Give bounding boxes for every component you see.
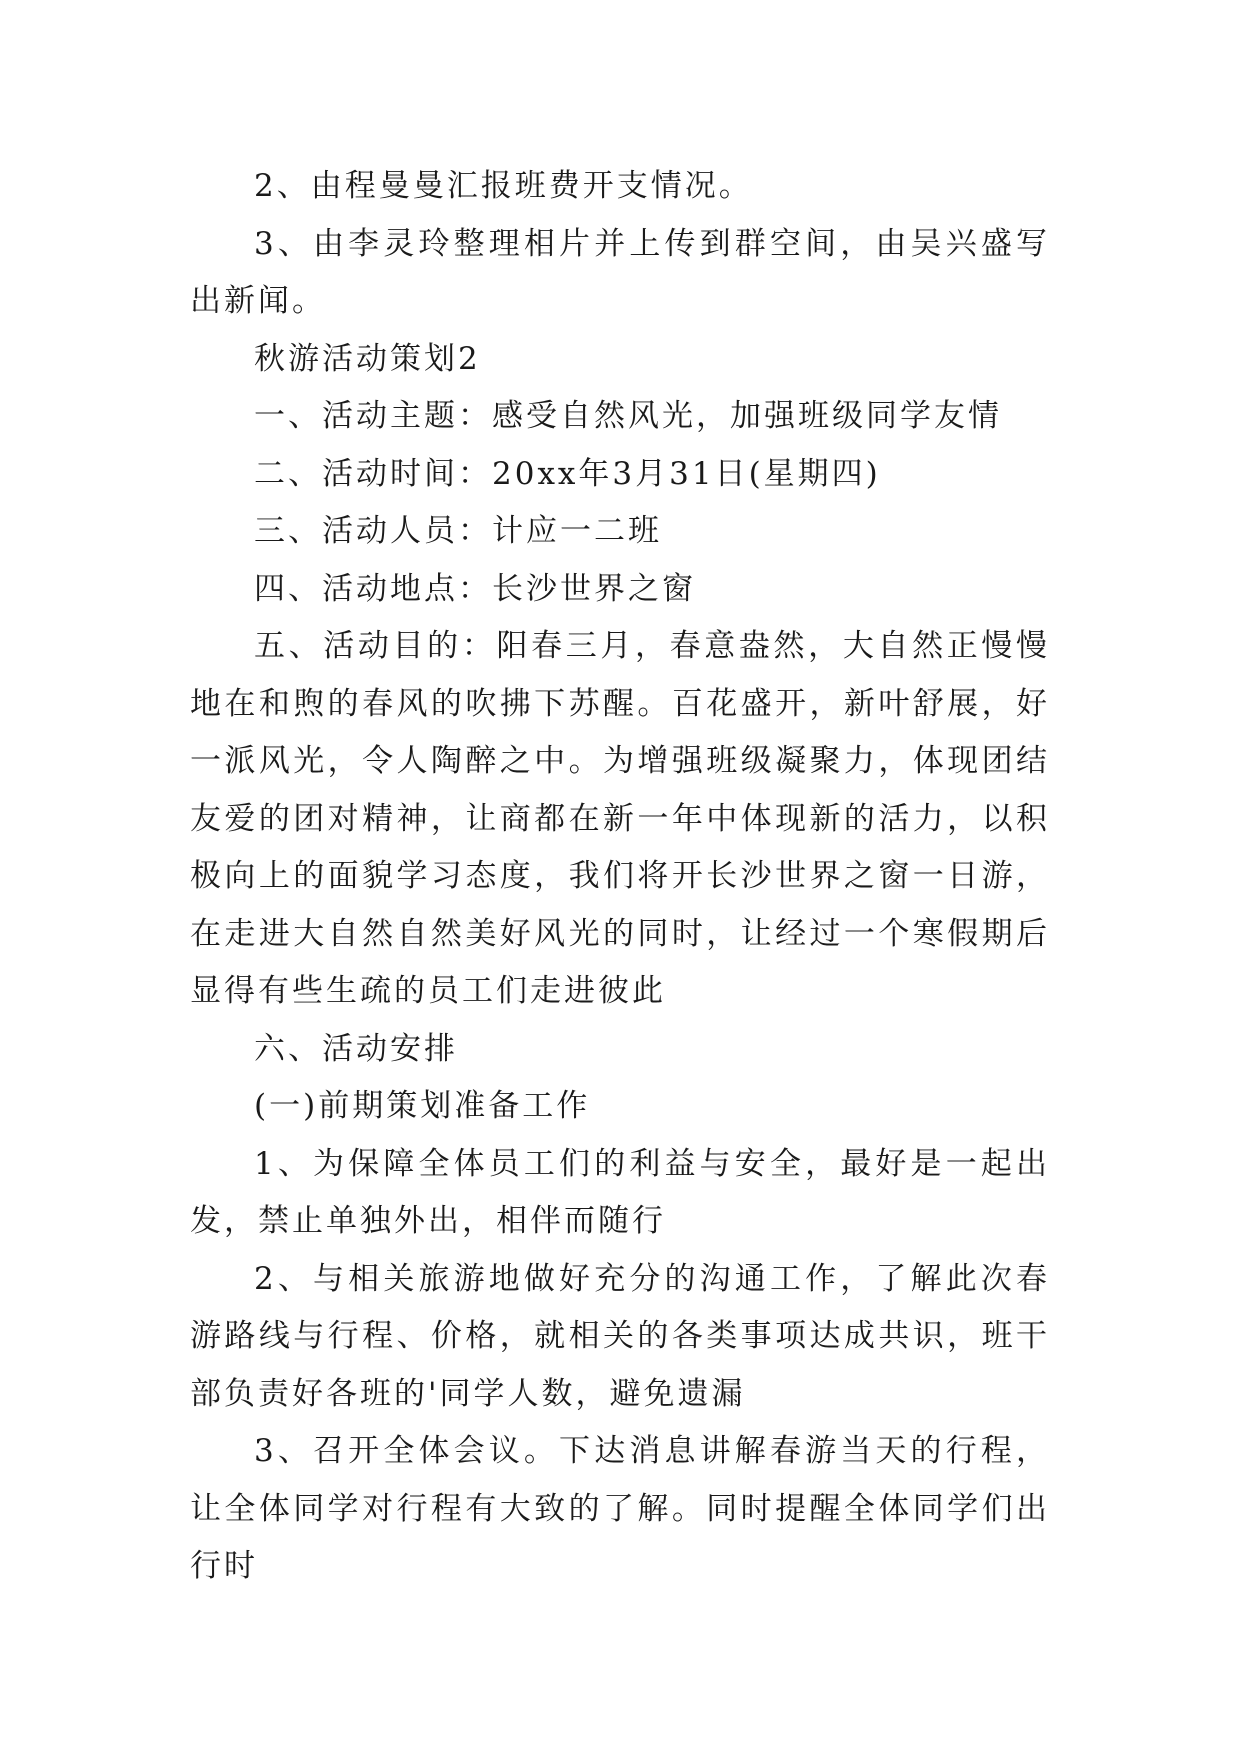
- paragraph: 3、由李灵玲整理相片并上传到群空间，由吴兴盛写出新闻。: [190, 225, 1050, 319]
- subheading: (一)前期策划准备工作: [254, 1088, 591, 1124]
- paragraph: 3、召开全体会议。下达消息讲解春游当天的行程，让全体同学对行程有大致的了解。同时提醒全体同学们出行时: [190, 1433, 1050, 1584]
- document-body: [190, 158, 1050, 1596]
- paragraph: 三、活动人员：计应一二班: [254, 513, 662, 549]
- paragraph: 1、为保障全体员工们的利益与安全，最好是一起出发，禁止单独外出，相伴而随行: [190, 1145, 1050, 1239]
- paragraph: 四、活动地点：长沙世界之窗: [254, 570, 696, 607]
- paragraph: 2、与相关旅游地做好充分的沟通工作，了解此次春游路线与行程、价格，就相关的各类事项达成共识，班干部负责好各班的'同学人数，避免遗漏: [190, 1260, 1050, 1412]
- subheading: 六、活动安排: [254, 1030, 458, 1067]
- paragraph: 2、由程曼曼汇报班费开支情况。: [254, 168, 753, 204]
- paragraph: 二、活动时间：20xx年3月31日(星期四): [254, 455, 881, 492]
- paragraph: 一、活动主题：感受自然风光，加强班级同学友情: [254, 398, 1002, 434]
- paragraph: 五、活动目的：阳春三月，春意盎然，大自然正慢慢地在和煦的春风的吹拂下苏醒。百花盛开，新叶舒展，好一派风光，令人陶醉之中。为增强班级凝聚力，体现团结友爱的团对精神，让商都在新一年中体现新的活力，以积极向上的面貌学习态度，我们将开长沙世界之窗一日游，在走进大自然自然美好风光的同时，让经过一个寒假期后显得有些生疏的员工们走进彼此: [190, 628, 1050, 1009]
- section-title: 秋游活动策划2: [254, 340, 481, 377]
